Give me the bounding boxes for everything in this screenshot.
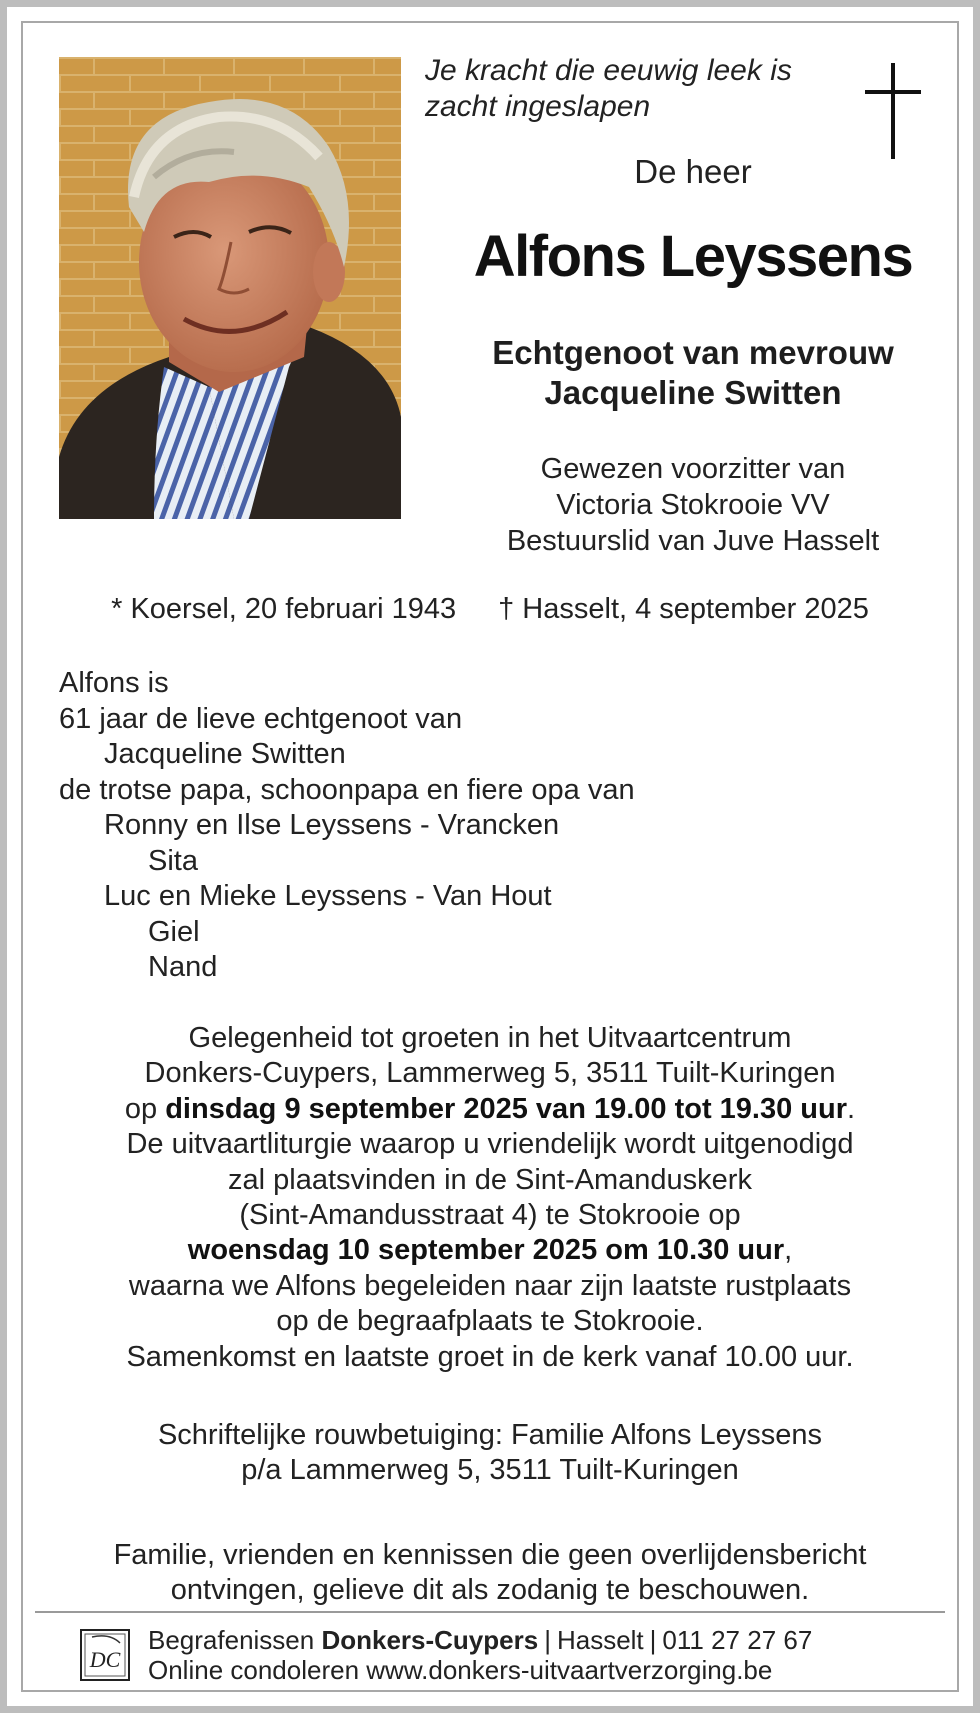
- family-line: Alfons is: [59, 667, 169, 699]
- family-line: Ronny en Ilse Leyssens - Vrancken: [104, 809, 560, 841]
- family-line: Sita: [148, 844, 198, 877]
- role-line: Victoria Stokrooie VV: [556, 489, 830, 521]
- portrait-photo: [59, 57, 401, 519]
- condolence-address: [23, 1418, 957, 1489]
- motto: [425, 53, 825, 125]
- roles-block: [423, 451, 959, 559]
- funeral-home-logo-icon: [80, 1629, 130, 1681]
- spouse-block: [423, 333, 959, 413]
- text-span: .: [847, 1092, 856, 1125]
- ceremony-line: (Sint-Amandusstraat 4) te Stokrooie op: [239, 1199, 741, 1232]
- motto-line: Je kracht die eeuwig leek is: [425, 54, 792, 87]
- footer: [148, 1625, 812, 1685]
- website-link[interactable]: www.donkers-uitvaartverzorging.be: [366, 1655, 773, 1685]
- text-span: op: [124, 1092, 166, 1125]
- company-city: Hasselt: [556, 1625, 644, 1655]
- ceremony-line: Samenkomst en laatste groet in de kerk vanaf 10.00 uur.: [126, 1340, 854, 1373]
- cross-icon: [865, 63, 921, 159]
- visitation-datetime: dinsdag 9 september 2025 van 19.00 tot 19.30 uur: [165, 1092, 848, 1125]
- spouse-line: Echtgenoot van mevrouw: [492, 334, 894, 371]
- logo-text: DC: [89, 1647, 121, 1672]
- ceremony-line: waarna we Alfons begeleiden naar zijn laatste rustplaats: [128, 1269, 852, 1302]
- footer-prefix: Begrafenissen: [148, 1625, 322, 1655]
- notice-line: Familie, vrienden en kennissen die geen overlijdensbericht: [113, 1539, 867, 1571]
- ceremony-line: [23, 1233, 957, 1268]
- card-margin: [7, 7, 973, 1706]
- ceremony-line: De uitvaartliturgie waarop u vriendelijk wordt uitgenodigd: [126, 1128, 854, 1161]
- obituary-card: [21, 21, 959, 1692]
- company-phone[interactable]: 011 27 27 67: [662, 1625, 813, 1655]
- condolence-line: p/a Lammerweg 5, 3511 Tuilt-Kuringen: [241, 1454, 739, 1487]
- birth-date: * Koersel, 20 februari 1943: [111, 593, 457, 625]
- text-span: ,: [784, 1234, 793, 1267]
- family-line: 61 jaar de lieve echtgenoot van: [59, 702, 463, 735]
- motto-line: zacht ingeslapen: [425, 90, 651, 123]
- life-dates: [23, 593, 957, 626]
- ceremony-info: [23, 1021, 957, 1375]
- footer-line-2: [148, 1655, 812, 1685]
- ceremony-line: op de begraafplaats te Stokrooie.: [276, 1305, 704, 1338]
- family-line: Nand: [148, 951, 218, 983]
- family-line: Jacqueline Switten: [104, 738, 346, 770]
- spouse-line: Jacqueline Switten: [544, 374, 842, 411]
- ceremony-line: Donkers-Cuypers, Lammerweg 5, 3511 Tuilt-Kuringen: [144, 1057, 836, 1090]
- funeral-datetime: woensdag 10 september 2025 om 10.30 uur: [187, 1234, 785, 1267]
- condolence-line: Schriftelijke rouwbetuiging: Familie Alfons Leyssens: [157, 1419, 823, 1451]
- family-line: Luc en Mieke Leyssens - Van Hout: [104, 880, 552, 912]
- footer-line-1: Begrafenissen Donkers-Cuypers | Hasselt | 011 27 27 67: [148, 1625, 813, 1655]
- ceremony-line: [23, 1092, 957, 1127]
- ceremony-line: zal plaatsvinden in de Sint-Amanduskerk: [228, 1163, 752, 1196]
- ceremony-line: Gelegenheid tot groeten in het Uitvaartcentrum: [188, 1022, 792, 1054]
- footer-divider: [35, 1611, 945, 1613]
- role-line: Bestuurslid van Juve Hasselt: [506, 525, 880, 557]
- company-name: Donkers-Cuypers: [321, 1625, 539, 1655]
- family-line: Giel: [148, 915, 200, 948]
- online-label: Online condoleren: [148, 1655, 367, 1685]
- notice-text: [23, 1538, 957, 1609]
- salutation: De heer: [634, 153, 752, 190]
- role-line: Gewezen voorzitter van: [540, 453, 846, 485]
- death-date: † Hasselt, 4 september 2025: [498, 593, 869, 625]
- family-list: [59, 666, 635, 986]
- deceased-name: Alfons Leyssens: [473, 224, 913, 289]
- notice-line: ontvingen, gelieve dit als zodanig te beschouwen.: [170, 1574, 810, 1607]
- family-line: de trotse papa, schoonpapa en fiere opa van: [59, 773, 635, 806]
